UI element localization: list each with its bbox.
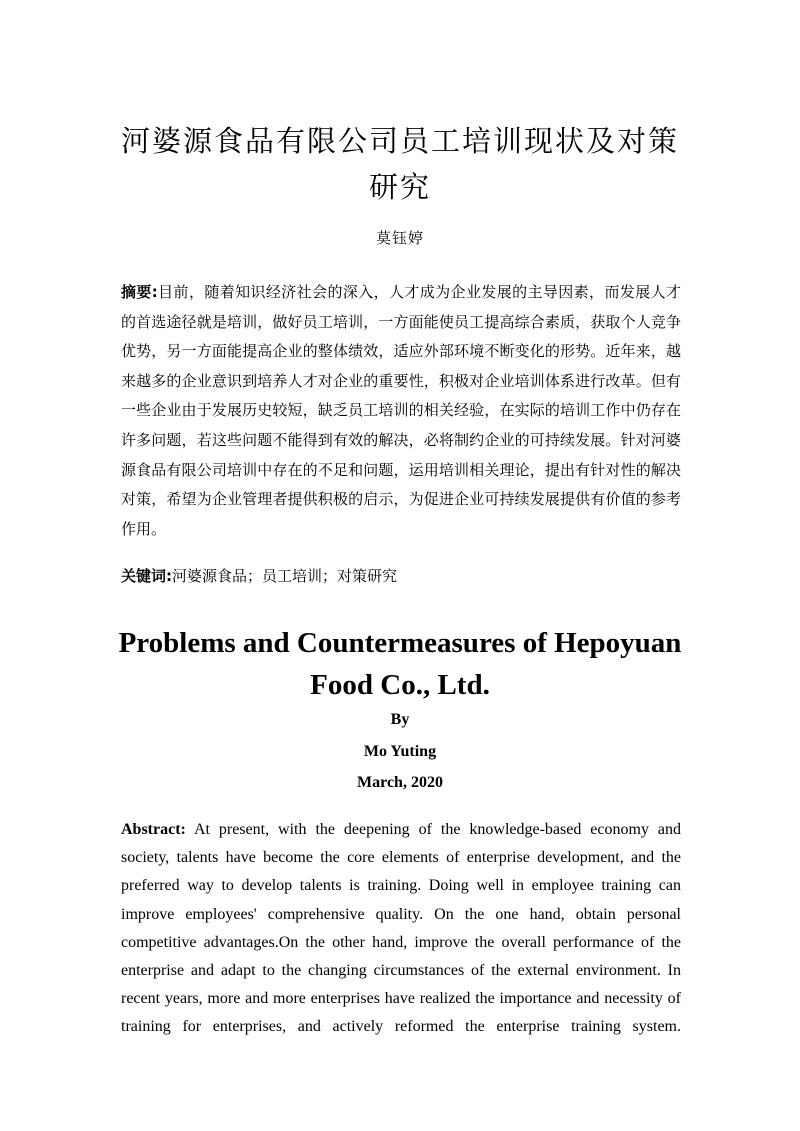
chinese-abstract-text: 目前，随着知识经济社会的深入，人才成为企业发展的主导因素，而发展人才的首选途径就是培训，做好员工培训，一方面能使员工提高综合素质，获取个人竞争优势，另一方面能提高企业的整体绩效，适应外部环境不断变化的形势。近年来，越来越多的企业意识到培养人才对企业的重要性，积极对企业培训体系进行改革。但有一些企业由于发展历史较短，缺乏员工培训的相关经验，在实际的培训工作中仍存在许多问题，若这些问题不能得到有效的解决，必将制约企业的可持续发展。针对河婆源食品有限公司培训中存在的不足和问题，运用培训相关理论，提出有针对性的解决对策，希望为企业管理者提供积极的启示，为促进企业可持续发展提供有价值的参考作用。 bbox=[121, 283, 681, 538]
english-abstract-label: Abstract: bbox=[121, 821, 186, 838]
chinese-abstract bbox=[121, 278, 681, 544]
chinese-author: 莫钰婷 bbox=[375, 229, 424, 247]
english-date: March, 2020 bbox=[357, 774, 443, 791]
chinese-keywords-text: 河婆源食品；员工培训；对策研究 bbox=[172, 567, 398, 585]
chinese-title: 河婆源食品有限公司员工培训现状及对策研究 bbox=[120, 124, 679, 204]
english-abstract bbox=[121, 816, 681, 1042]
chinese-keywords-label: 关键词: bbox=[121, 567, 172, 585]
english-abstract-text: At present, with the deepening of the knowledge-based economy and society, talents have become the core elements of enterprise development, and the preferred way to develop talents is training. Doing well in employee training can improve employees' comprehensive quality. On the one hand, obtain personal competitive advantages.On the other hand, improve the overall performance of the enterprise and adapt to the changing circumstances of the external environment. In recent years, more and more enterprises have realized the importance and necessity of training for enterprises, and actively reformed the enterprise training system. bbox=[121, 821, 682, 1036]
english-title: Problems and Countermeasures of Hepoyuan Food Co., Ltd. bbox=[118, 627, 682, 701]
chinese-keywords bbox=[121, 562, 681, 590]
english-author: Mo Yuting bbox=[363, 743, 437, 760]
english-by-line: By bbox=[390, 711, 410, 728]
chinese-abstract-label: 摘要: bbox=[121, 283, 158, 301]
